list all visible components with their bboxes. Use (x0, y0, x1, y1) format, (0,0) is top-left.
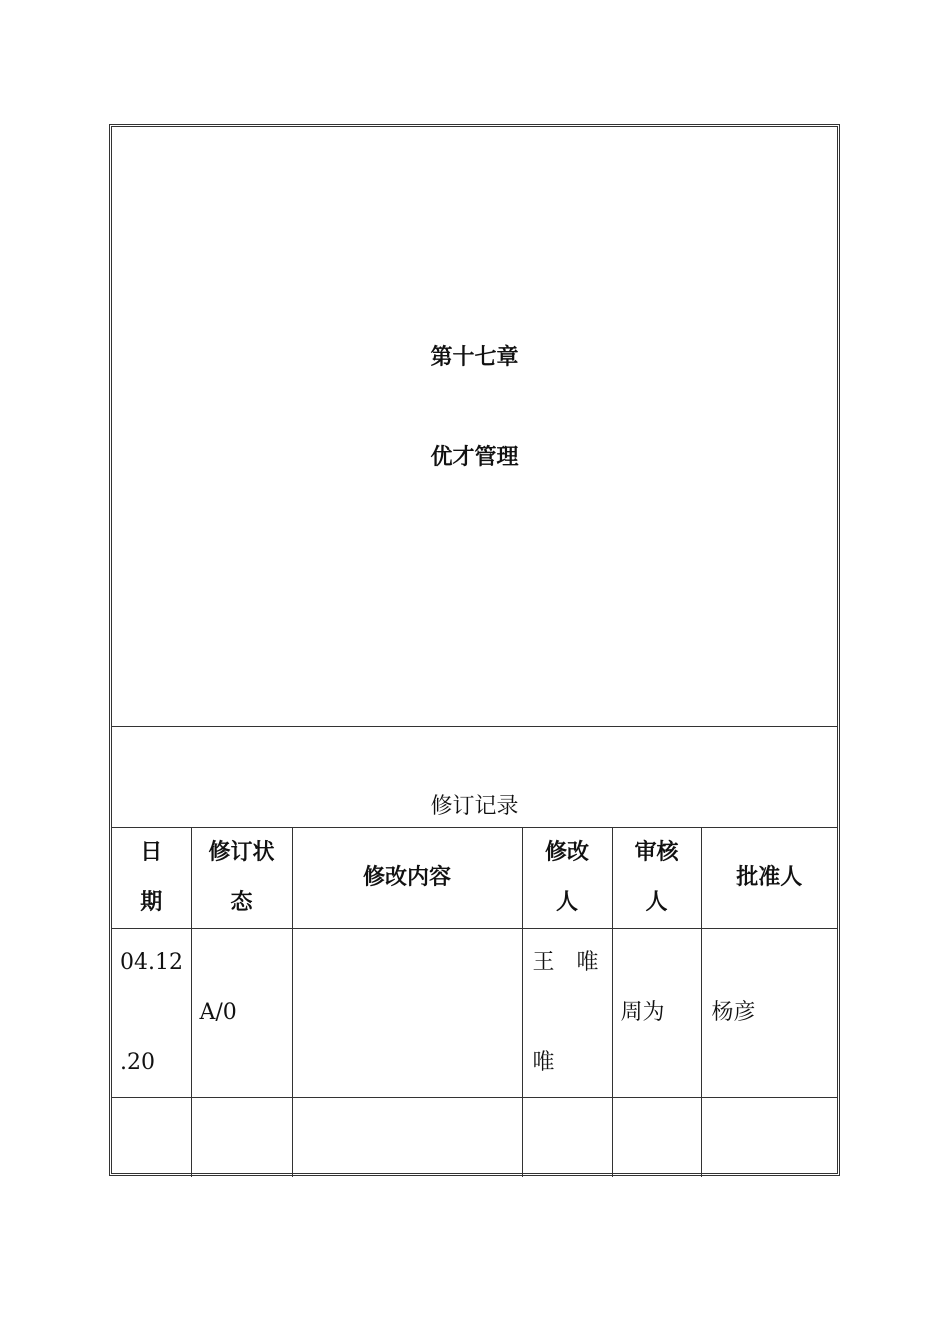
revision-record-title: 修订记录 (430, 794, 519, 819)
cell-empty (292, 1098, 522, 1178)
cell-status: A/0 (191, 929, 292, 1098)
cover-section (112, 127, 837, 727)
cell-date: 04.12 .20 (112, 929, 191, 1098)
table-row (112, 929, 837, 1098)
revision-table (112, 827, 837, 1177)
cell-content (292, 929, 522, 1098)
cell-reviser: 王 唯 唯 (522, 929, 612, 1098)
cell-empty (191, 1098, 292, 1178)
header-approver: 批准人 (701, 828, 837, 929)
chapter-title: 优才管理 (430, 445, 519, 470)
cell-empty (522, 1098, 612, 1178)
header-content: 修改内容 (292, 828, 522, 929)
chapter-number: 第十七章 (430, 345, 519, 370)
header-reviser: 修改 人 (522, 828, 612, 929)
cell-empty (701, 1098, 837, 1178)
cell-empty (112, 1098, 191, 1178)
table-header-row (112, 828, 837, 929)
table-row (112, 1098, 837, 1178)
header-revision-status: 修订状 态 (191, 828, 292, 929)
header-date: 日 期 (112, 828, 191, 929)
cell-auditor: 周为 (612, 929, 701, 1098)
document-frame (109, 124, 840, 1176)
header-auditor: 审核 人 (612, 828, 701, 929)
cell-empty (612, 1098, 701, 1178)
cell-approver: 杨彦 (701, 929, 837, 1098)
